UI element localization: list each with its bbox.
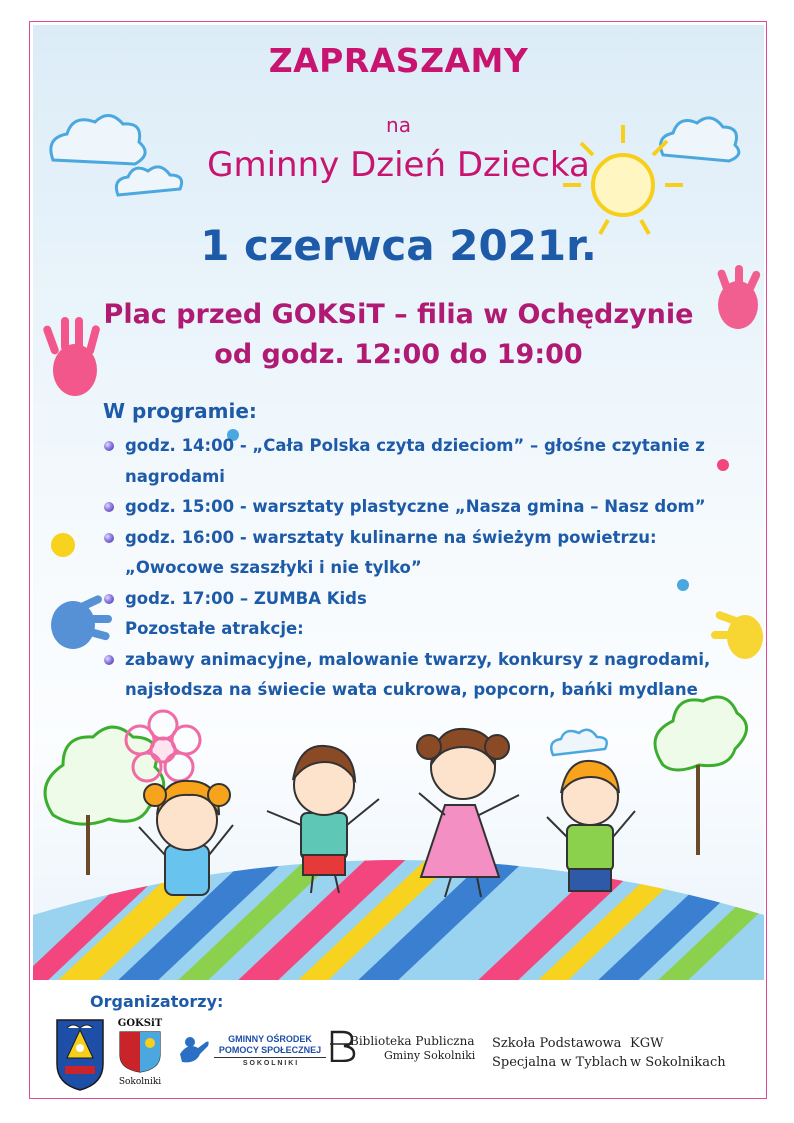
library-line2: Gminy Sokolniki <box>384 1049 476 1062</box>
organizers-label: Organizatorzy: <box>90 992 224 1011</box>
goksit-logo-caption: Sokolniki <box>118 1077 162 1087</box>
event-date: 1 czerwca 2021r. <box>200 221 597 270</box>
gops-line3: S O K O L N I K I <box>214 1057 326 1069</box>
library-line1: Biblioteka Publiczna <box>350 1034 475 1048</box>
event-title: Gminny Dzień Dziecka <box>207 145 590 185</box>
gops-line2: POMOCY SPOŁECZNEJ <box>218 1045 322 1055</box>
headline: ZAPRASZAMY <box>268 41 529 80</box>
event-place: Plac przed GOKSiT – filia w Ochędzynie <box>103 299 694 330</box>
gops-logo <box>176 1032 326 1072</box>
gops-line1: GMINNY OŚRODEK <box>228 1034 312 1044</box>
program-row-text: „Owocowe szaszłyki i nie tylko” <box>125 558 422 577</box>
goksit-logo <box>114 1018 166 1087</box>
bullet-icon <box>104 441 114 451</box>
program-title: W programie: <box>103 399 257 423</box>
event-hours: od godz. 12:00 do 19:00 <box>214 339 583 370</box>
bullet-icon <box>104 655 114 665</box>
program-row <box>103 675 723 706</box>
program-row-text: godz. 16:00 - warsztaty kulinarne na świeżym powietrzu: <box>125 527 657 547</box>
kgw-line2: w Sokolnikach <box>630 1055 726 1070</box>
program-row <box>103 462 723 493</box>
paint-dot <box>51 533 75 557</box>
bullet-icon <box>104 502 114 512</box>
program-row <box>103 584 723 615</box>
tree-icon <box>655 697 747 855</box>
bullet-icon <box>104 533 114 543</box>
program-row <box>103 431 723 462</box>
program-row-text: Pozostałe atrakcje: <box>125 619 304 638</box>
program-row-text: nagrodami <box>125 466 225 486</box>
school-organizer <box>492 1034 628 1072</box>
coat-of-arms-logo <box>55 1018 105 1092</box>
bullet-icon <box>104 594 114 604</box>
headline-connector: na <box>386 113 411 137</box>
program-row <box>103 614 723 645</box>
library-logo <box>328 1030 478 1070</box>
kgw-organizer <box>630 1034 726 1072</box>
program-row-text: godz. 17:00 – ZUMBA Kids <box>125 588 367 608</box>
program-row <box>103 553 723 584</box>
program-row-text: godz. 15:00 - warsztaty plastyczne „Nasza gmina – Nasz dom” <box>125 497 706 516</box>
program-row <box>103 492 723 523</box>
goksit-shield-icon <box>117 1029 163 1073</box>
program-list <box>103 431 723 706</box>
goksit-logo-text: GOKSiT <box>117 1018 163 1029</box>
program-row-text: godz. 14:00 - „Cała Polska czyta dzieciom” – głośne czytanie z <box>125 436 705 455</box>
helping-hand-icon <box>176 1034 210 1068</box>
program-row-text: zabawy animacyjne, malowanie twarzy, konkursy z nagrodami, <box>125 649 711 669</box>
school-line1: Szkoła Podstawowa <box>492 1036 622 1051</box>
kgw-line1: KGW <box>630 1036 664 1051</box>
program-row-text: najsłodsza na świecie wata cukrowa, popcorn, bańki mydlane <box>125 680 698 699</box>
program-row <box>103 523 723 554</box>
program-row <box>103 645 723 676</box>
poster-artwork <box>33 25 764 980</box>
school-line2: Specjalna w Tyblach <box>492 1055 628 1070</box>
cloud-icon <box>551 730 607 755</box>
